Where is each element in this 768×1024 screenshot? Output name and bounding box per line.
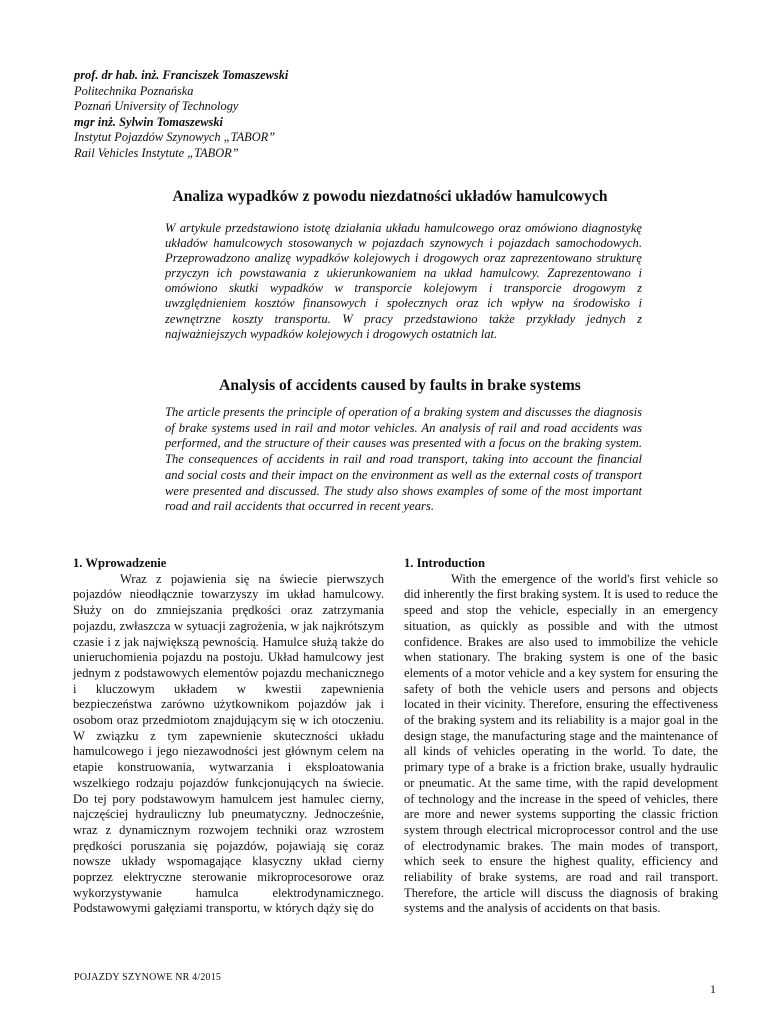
page-number: 1 [710, 982, 716, 996]
author-2-name: mgr inż. Sylwin Tomaszewski [74, 114, 223, 129]
author-1-name: prof. dr hab. inż. Franciszek Tomaszewski [74, 68, 289, 82]
section-body-english: With the emergence of the world's first vehicle so did inherently the first braking system. It is used to reduce the speed and stop the vehicle, especially in an emergency situation, as quickly as possible and with the utmost confidence. Brakes are also used to immobilize the vehicle when stationary. The braking system is one of the basic elements of a motor vehicle and a key system for ensuring the safety of both the vehicle users and persons and objects located in their vicinity. Therefore, ensuring the effectiveness of the braking system and its reliability is a major goal in the design stage, the manufacturing stage and the maintenance of all kinds of vehicles operating in the world. To date, the primary type of a brake is a friction brake, usually hydraulic or pneumatic. At the same time, with the rapid development of technology and the increase in the speed of vehicles, there are more and newer systems supporting the classic friction system through electrical microprocessor control and the use of electrodynamic brakes. The main modes of transport, which seek to ensure the highest quality, efficiency and reliability of brake systems, are road and rail transport. Therefore, the article will discuss the diagnosis of braking systems and the analysis of accidents on that basis. [404, 571, 718, 916]
author-1-affiliation-pl: Politechnika Poznańska [74, 83, 194, 98]
introduction-english-column [404, 556, 718, 917]
author-1-affiliation-en: Poznań University of Technology [74, 99, 239, 114]
author-2-affiliation-pl: Instytut Pojazdów Szynowych „TABOR” [74, 130, 276, 145]
title-polish: Analiza wypadków z powodu niezdatności układów hamulcowych [172, 188, 608, 205]
title-english: Analysis of accidents caused by faults in brake systems [219, 377, 581, 394]
section-heading-english: 1. Introduction [404, 556, 485, 570]
section-body-polish: Wraz z pojawienia się na świecie pierwszych pojazdów nieodłącznie towarzyszy im układ hamulcowy. Służy on do zmniejszania prędkości oraz zatrzymania pojazdu, zwłaszcza w sytuacji zagrożenia, w jak najkrótszym czasie i z jak największą pewnością. Hamulce służą także do unieruchomienia pojazdu na postoju. Układ hamulcowy jest jednym z podstawowych elementów pojazdu mechanicznego i kluczowym układem w kwestii zapewnienia bezpieczeństwa zarówno użytkownikom pojazdów jak i osobom oraz przedmiotom znajdującym się w ich otoczeniu. W związku z tym zapewnienie skuteczności układu hamulcowego i jego niezawodności jest głównym celem na etapie konstruowania, wytwarzania i eksploatowania wszelkiego rodzaju pojazdów funkcjonujących na świecie. Do tej pory podstawowym hamulcem jest hamulec cierny, najczęściej hydrauliczny lub pneumatyczny. Jednocześnie, wraz z dynamicznym rozwojem techniki oraz wzrostem prędkości poruszania się pojazdów, pojawiają się coraz nowsze układy wspomagające klasyczny układ cierny poprzez elektryczne sterowanie mikroprocesorowe oraz wykorzystywanie hamulca elektrodynamicznego. Podstawowymi gałęziami transportu, w których dąży się do [73, 571, 384, 916]
abstract-polish: W artykule przedstawiono istotę działania układu hamulcowego oraz omówiono diagnostykę układów hamulcowych stosowanych w pojazdach szynowych i pojazdach samochodowych. Przeprowadzono analizę wypadków kolejowych i drogowych oraz zaprezentowano strukturę przyczyn ich powstawania z ukierunkowaniem na układ hamulcowy. Zaprezentowano i omówiono skutki wypadków w transporcie kolejowym i transporcie drogowym z uwzględnieniem kosztów finansowych i społecznych oraz ich wpływ na środowisko i zewnętrzne koszty transportu. W pracy przedstawiono także przykłady jednych z najważniejszych wypadków kolejowych i drogowych ostatnich lat. [165, 221, 642, 341]
author-2-affiliation-en: Rail Vehicles Instytute „TABOR” [74, 145, 239, 160]
author-block [74, 68, 474, 162]
section-heading-polish: 1. Wprowadzenie [73, 556, 167, 570]
abstract-english: The article presents the principle of operation of a braking system and discusses the diagnosis of brake systems used in rail and motor vehicles. An analysis of rail and road accidents was performed, and the structure of their causes was presented with a focus on the braking system. The consequences of accidents in rail and road transport, taking into account the financial and social costs and their impact on the environment as well as the external costs of transport were presented and discussed. The study also shows examples of some of the most important road and rail accidents that occurred in recent years. [165, 405, 642, 514]
introduction-polish-column [73, 556, 384, 917]
journal-footer: POJAZDY SZYNOWE NR 4/2015 [74, 972, 222, 983]
